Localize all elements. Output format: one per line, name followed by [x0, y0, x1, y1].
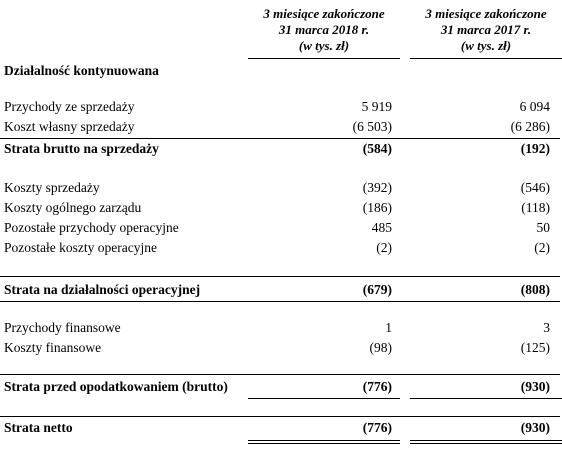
- subtotal-rule: [0, 374, 560, 375]
- column-header-line: (w tys. zł): [298, 38, 350, 53]
- value-2017: (6 286): [510, 119, 550, 134]
- subtotal-rule: [410, 398, 562, 399]
- table-row-subtotal: [0, 141, 562, 161]
- value-2018: 5 919: [361, 99, 392, 114]
- section-title: Działalność kontynuowana: [4, 63, 159, 78]
- table-row-subtotal: [0, 282, 562, 302]
- value-2017: (118): [521, 200, 550, 215]
- table-row: [0, 340, 562, 360]
- value-2018: 1: [385, 320, 392, 335]
- table-row: [0, 99, 562, 119]
- value-2017: (930): [520, 379, 550, 394]
- column-header-line: 31 marca 2018 r.: [278, 22, 370, 37]
- column-header-2017: [410, 6, 562, 54]
- value-2018: (584): [362, 141, 392, 156]
- double-rule: [248, 440, 400, 441]
- total-rule: [0, 416, 560, 417]
- value-2017: (192): [520, 141, 550, 156]
- subtotal-rule: [0, 301, 560, 302]
- row-label: Przychody finansowe: [4, 320, 121, 335]
- table-row-subtotal: [0, 379, 562, 399]
- value-2017: (546): [520, 180, 550, 195]
- column-header-line: (w tys. zł): [460, 38, 512, 53]
- value-2018: (2): [376, 240, 392, 255]
- value-2017: 3: [543, 320, 550, 335]
- subtotal-rule: [0, 138, 560, 139]
- value-2018: (186): [362, 200, 392, 215]
- table-row-total: [0, 420, 562, 440]
- column-header-line: 3 miesiące zakończone: [425, 6, 547, 21]
- value-2017: 50: [536, 220, 550, 235]
- value-2018: (392): [362, 180, 392, 195]
- row-label: Koszt własny sprzedaży: [4, 119, 135, 134]
- table-row: [0, 180, 562, 200]
- value-2018: (6 503): [352, 119, 392, 134]
- column-header-line: 3 miesiące zakończone: [263, 6, 385, 21]
- value-2017: (125): [520, 340, 550, 355]
- row-label: Pozostałe przychody operacyjne: [4, 220, 179, 235]
- value-2017: (808): [520, 282, 550, 297]
- value-2017: (2): [534, 240, 550, 255]
- double-rule: [248, 443, 400, 444]
- value-2017: 6 094: [519, 99, 550, 114]
- row-label: Strata na działalności operacyjnej: [4, 282, 201, 297]
- value-2018: (776): [362, 379, 392, 394]
- header-rule: [410, 58, 562, 59]
- row-label: Strata netto: [4, 420, 73, 435]
- table-row: [0, 240, 562, 260]
- column-header-line: 31 marca 2017 r.: [440, 22, 532, 37]
- table-row: [0, 220, 562, 240]
- row-label: Koszty finansowe: [4, 340, 102, 355]
- double-rule: [410, 440, 562, 441]
- double-rule: [410, 443, 562, 444]
- subtotal-rule: [248, 398, 400, 399]
- value-2017: (930): [520, 420, 550, 435]
- row-label: Koszty sprzedaży: [4, 180, 100, 195]
- table-row: [0, 200, 562, 220]
- value-2018: (776): [362, 420, 392, 435]
- row-label: Koszty ogólnego zarządu: [4, 200, 142, 215]
- row-label: Przychody ze sprzedaży: [4, 99, 135, 114]
- value-2018: (679): [362, 282, 392, 297]
- row-label: Strata przed opodatkowaniem (brutto): [4, 379, 228, 394]
- table-row: [0, 320, 562, 340]
- row-label: Pozostałe koszty operacyjne: [4, 240, 157, 255]
- header-rule: [248, 58, 400, 59]
- value-2018: 485: [371, 220, 392, 235]
- table-row: [0, 119, 562, 139]
- column-header-2018: [248, 6, 400, 54]
- section-title-row: [0, 63, 562, 83]
- subtotal-rule: [0, 276, 560, 277]
- row-label: Strata brutto na sprzedaży: [4, 141, 159, 156]
- value-2018: (98): [369, 340, 392, 355]
